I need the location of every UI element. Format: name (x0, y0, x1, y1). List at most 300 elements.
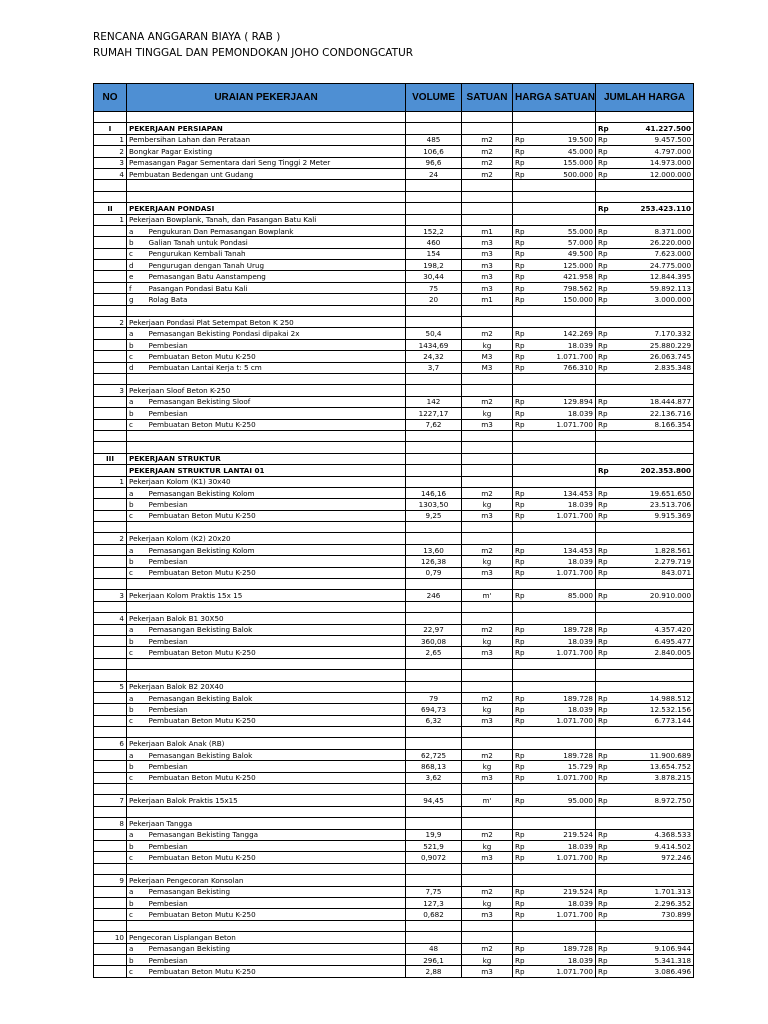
cell-no (94, 579, 127, 590)
cell-volume (406, 601, 462, 612)
cell-satuan (462, 442, 513, 453)
section-title: PEKERJAAN STRUKTUR LANTAI 01 (127, 465, 406, 476)
cell-rp (513, 613, 531, 624)
sub-item-letter: c (127, 567, 147, 578)
cell-jumlah-harga: 6.773.144 (614, 715, 694, 726)
cell-no (94, 909, 127, 920)
sub-item-description: Pembesian (147, 954, 406, 965)
item-number: 4 (94, 613, 127, 624)
item-description: Pemasangan Pagar Sementara dari Seng Tinggi 2 Meter (127, 157, 406, 168)
table-row (94, 168, 694, 179)
cell-uraian (127, 727, 406, 738)
cell-harga-satuan (531, 385, 596, 396)
jumlah-currency: Rp (596, 487, 614, 498)
sub-item-letter: b (127, 704, 147, 715)
cell-harga-satuan (531, 123, 596, 134)
cell-rp (513, 579, 531, 590)
cell-satuan: m3 (462, 852, 513, 863)
item-number: 3 (94, 385, 127, 396)
sub-item-description: Pembesian (147, 761, 406, 772)
table-row (94, 465, 694, 476)
table-row (94, 692, 694, 703)
cell-harga-satuan (531, 191, 596, 202)
cell-satuan (462, 373, 513, 384)
table-row (94, 214, 694, 225)
table-row (94, 761, 694, 772)
cell-no (94, 419, 127, 430)
cell-satuan (462, 875, 513, 886)
jumlah-currency: Rp (596, 966, 614, 977)
cell-jumlah-harga (614, 670, 694, 681)
cell-harga-satuan: 150.000 (531, 294, 596, 305)
sub-item-letter: b (127, 237, 147, 248)
cell-no (94, 408, 127, 419)
cell-volume: 360,08 (406, 635, 462, 646)
cell-rp (596, 920, 614, 931)
harga-currency: Rp (513, 590, 531, 601)
table-row (94, 294, 694, 305)
table-row (94, 134, 694, 145)
section-number: I (94, 123, 127, 134)
cell-rp (513, 932, 531, 943)
cell-satuan: m3 (462, 419, 513, 430)
cell-harga-satuan: 18.039 (531, 556, 596, 567)
jumlah-currency: Rp (596, 294, 614, 305)
cell-jumlah-harga (614, 442, 694, 453)
table-row (94, 248, 694, 259)
harga-currency: Rp (513, 544, 531, 555)
item-number: 5 (94, 681, 127, 692)
table-row (94, 533, 694, 544)
cell-rp (596, 180, 614, 191)
cell-no (94, 658, 127, 669)
cell-harga-satuan (531, 601, 596, 612)
harga-currency: Rp (513, 692, 531, 703)
table-row (94, 590, 694, 601)
sub-item-description: Pembesian (147, 408, 406, 419)
cell-volume: 106,6 (406, 146, 462, 157)
sub-item-letter: a (127, 624, 147, 635)
cell-jumlah-harga: 9.106.944 (614, 943, 694, 954)
cell-satuan: m3 (462, 567, 513, 578)
cell-satuan: kg (462, 408, 513, 419)
table-row (94, 146, 694, 157)
cell-jumlah-harga: 1.701.313 (614, 886, 694, 897)
cell-volume: 13,60 (406, 544, 462, 555)
table-row (94, 954, 694, 965)
cell-harga-satuan: 18.039 (531, 704, 596, 715)
item-title: Pekerjaan Bowplank, Tanah, dan Pasangan Batu Kali (127, 214, 406, 225)
cell-volume: 9,25 (406, 510, 462, 521)
item-title: Pekerjaan Tangga (127, 818, 406, 829)
cell-volume: 96,6 (406, 157, 462, 168)
cell-jumlah-harga: 8.371.000 (614, 225, 694, 236)
sub-item-description: Pengukuran Dan Pemasangan Bowplank (147, 225, 406, 236)
harga-currency: Rp (513, 704, 531, 715)
section-total: 41.227.500 (614, 123, 694, 134)
cell-no (94, 749, 127, 760)
cell-rp (513, 806, 531, 817)
jumlah-currency: Rp (596, 362, 614, 373)
cell-harga-satuan: 1.071.700 (531, 966, 596, 977)
cell-jumlah-harga: 972.246 (614, 852, 694, 863)
sub-item-description: Pembuatan Beton Mutu K-250 (147, 510, 406, 521)
harga-currency: Rp (513, 966, 531, 977)
cell-rp (513, 442, 531, 453)
sub-item-description: Pembesian (147, 556, 406, 567)
cell-no (94, 373, 127, 384)
sub-item-letter: c (127, 772, 147, 783)
jumlah-currency: Rp (596, 351, 614, 362)
item-number: 2 (94, 533, 127, 544)
cell-jumlah-harga: 20.910.000 (614, 590, 694, 601)
table-row (94, 818, 694, 829)
cell-jumlah-harga (614, 658, 694, 669)
cell-satuan (462, 476, 513, 487)
cell-satuan (462, 430, 513, 441)
cell-no (94, 635, 127, 646)
harga-currency: Rp (513, 556, 531, 567)
cell-volume: 1303,50 (406, 499, 462, 510)
sub-item-description: Pemasangan Bekisting (147, 886, 406, 897)
table-row (94, 704, 694, 715)
cell-rp (596, 670, 614, 681)
cell-volume: 20 (406, 294, 462, 305)
jumlah-currency: Rp (596, 772, 614, 783)
cell-volume: 198,2 (406, 260, 462, 271)
jumlah-currency: Rp (596, 715, 614, 726)
table-row (94, 373, 694, 384)
cell-satuan: m3 (462, 237, 513, 248)
table-row (94, 430, 694, 441)
harga-currency: Rp (513, 829, 531, 840)
cell-harga-satuan: 18.039 (531, 897, 596, 908)
cell-uraian (127, 373, 406, 384)
cell-rp (513, 317, 531, 328)
cell-jumlah-harga: 12.000.000 (614, 168, 694, 179)
cell-volume (406, 932, 462, 943)
cell-no (94, 522, 127, 533)
harga-currency: Rp (513, 715, 531, 726)
harga-currency: Rp (513, 954, 531, 965)
table-row (94, 727, 694, 738)
table-row (94, 806, 694, 817)
cell-jumlah-harga (614, 920, 694, 931)
cell-volume (406, 658, 462, 669)
cell-no (94, 487, 127, 498)
section-total (614, 453, 694, 464)
harga-currency: Rp (513, 396, 531, 407)
table-row (94, 601, 694, 612)
cell-satuan: m2 (462, 749, 513, 760)
table-row (94, 841, 694, 852)
cell-rp (596, 214, 614, 225)
cell-uraian (127, 579, 406, 590)
jumlah-currency: Rp (596, 499, 614, 510)
cell-volume: 154 (406, 248, 462, 259)
cell-satuan (462, 522, 513, 533)
cell-satuan (462, 818, 513, 829)
cell-no (94, 966, 127, 977)
table-row (94, 829, 694, 840)
cell-satuan (462, 579, 513, 590)
cell-jumlah-harga: 12.532.156 (614, 704, 694, 715)
cell-satuan: m1 (462, 294, 513, 305)
cell-satuan (462, 738, 513, 749)
cell-harga-satuan (531, 430, 596, 441)
cell-rp (513, 112, 531, 123)
harga-currency: Rp (513, 886, 531, 897)
cell-volume (406, 579, 462, 590)
sub-item-description: Pembuatan Beton Mutu K-250 (147, 852, 406, 863)
harga-currency: Rp (513, 909, 531, 920)
item-number: 2 (94, 317, 127, 328)
cell-no (94, 112, 127, 123)
cell-volume (406, 373, 462, 384)
cell-harga-satuan (531, 214, 596, 225)
table-row (94, 339, 694, 350)
cell-rp (513, 476, 531, 487)
cell-jumlah-harga (614, 476, 694, 487)
cell-jumlah-harga: 25.880.229 (614, 339, 694, 350)
cell-volume (406, 738, 462, 749)
cell-jumlah-harga: 14.973.000 (614, 157, 694, 168)
cell-rp (596, 613, 614, 624)
sub-item-description: Pembesian (147, 841, 406, 852)
table-row (94, 909, 694, 920)
cell-no (94, 704, 127, 715)
section-total-currency: Rp (596, 123, 614, 134)
cell-harga-satuan: 15.729 (531, 761, 596, 772)
cell-jumlah-harga: 7.170.332 (614, 328, 694, 339)
table-row (94, 932, 694, 943)
cell-uraian (127, 191, 406, 202)
cell-satuan: m3 (462, 260, 513, 271)
harga-currency: Rp (513, 419, 531, 430)
cell-satuan: m' (462, 590, 513, 601)
harga-currency: Rp (513, 943, 531, 954)
cell-no (94, 567, 127, 578)
cell-volume: 94,45 (406, 795, 462, 806)
cell-jumlah-harga: 5.341.318 (614, 954, 694, 965)
cell-no (94, 339, 127, 350)
table-row (94, 351, 694, 362)
cell-uraian (127, 670, 406, 681)
cell-no (94, 829, 127, 840)
cell-volume: 30,44 (406, 271, 462, 282)
cell-rp (596, 112, 614, 123)
cell-volume: 2,88 (406, 966, 462, 977)
table-row (94, 408, 694, 419)
cell-volume (406, 430, 462, 441)
cell-volume: 485 (406, 134, 462, 145)
jumlah-currency: Rp (596, 282, 614, 293)
cell-jumlah-harga (614, 533, 694, 544)
sub-item-letter: a (127, 544, 147, 555)
cell-rp (513, 203, 531, 214)
item-title: Pekerjaan Pondasi Plat Setempat Beton K 250 (127, 317, 406, 328)
cell-harga-satuan (531, 317, 596, 328)
cell-no (94, 271, 127, 282)
table-row (94, 556, 694, 567)
cell-satuan (462, 920, 513, 931)
sub-item-description: Pemasangan Bekisting Pondasi dipakai 2x (147, 328, 406, 339)
table-row (94, 237, 694, 248)
cell-harga-satuan (531, 112, 596, 123)
harga-currency: Rp (513, 237, 531, 248)
cell-satuan: m3 (462, 248, 513, 259)
section-number: III (94, 453, 127, 464)
harga-currency: Rp (513, 841, 531, 852)
cell-harga-satuan: 134.453 (531, 487, 596, 498)
cell-rp (596, 875, 614, 886)
cell-jumlah-harga: 3.878.215 (614, 772, 694, 783)
cell-harga-satuan (531, 681, 596, 692)
cell-no (94, 430, 127, 441)
item-number: 7 (94, 795, 127, 806)
harga-currency: Rp (513, 351, 531, 362)
harga-currency: Rp (513, 362, 531, 373)
sub-item-letter: a (127, 749, 147, 760)
sub-item-letter: b (127, 556, 147, 567)
cell-rp (513, 214, 531, 225)
cell-volume: 7,75 (406, 886, 462, 897)
cell-jumlah-harga: 26.063.745 (614, 351, 694, 362)
item-number: 3 (94, 157, 127, 168)
cell-harga-satuan (531, 806, 596, 817)
cell-volume (406, 670, 462, 681)
cell-jumlah-harga: 4.797.000 (614, 146, 694, 157)
cell-harga-satuan (531, 453, 596, 464)
sub-item-letter: a (127, 328, 147, 339)
sub-item-letter: c (127, 419, 147, 430)
cell-jumlah-harga: 3.000.000 (614, 294, 694, 305)
cell-jumlah-harga (614, 818, 694, 829)
table-row (94, 112, 694, 123)
cell-rp (513, 601, 531, 612)
cell-no (94, 954, 127, 965)
cell-jumlah-harga: 2.279.719 (614, 556, 694, 567)
jumlah-currency: Rp (596, 556, 614, 567)
jumlah-currency: Rp (596, 134, 614, 145)
harga-currency: Rp (513, 761, 531, 772)
cell-jumlah-harga: 13.654.752 (614, 761, 694, 772)
table-row (94, 271, 694, 282)
jumlah-currency: Rp (596, 146, 614, 157)
table-row (94, 852, 694, 863)
cell-volume: 24 (406, 168, 462, 179)
cell-satuan (462, 453, 513, 464)
cell-no (94, 362, 127, 373)
cell-jumlah-harga (614, 579, 694, 590)
cell-no (94, 260, 127, 271)
cell-harga-satuan: 85.000 (531, 590, 596, 601)
cell-satuan (462, 670, 513, 681)
sub-item-letter: f (127, 282, 147, 293)
cell-jumlah-harga (614, 875, 694, 886)
cell-harga-satuan (531, 875, 596, 886)
cell-rp (596, 681, 614, 692)
col-header-uraian: URAIAN PEKERJAAN (127, 84, 406, 112)
cell-jumlah-harga (614, 738, 694, 749)
cell-satuan (462, 203, 513, 214)
cell-satuan: m3 (462, 510, 513, 521)
table-row (94, 863, 694, 874)
cell-no (94, 647, 127, 658)
cell-volume: 3,62 (406, 772, 462, 783)
sub-item-letter: b (127, 897, 147, 908)
harga-currency: Rp (513, 635, 531, 646)
cell-satuan: m2 (462, 544, 513, 555)
item-title: Pekerjaan Kolom (K2) 20x20 (127, 533, 406, 544)
sub-item-letter: c (127, 248, 147, 259)
cell-no (94, 191, 127, 202)
col-header-harga-satuan: HARGA SATUAN (513, 84, 596, 112)
cell-rp (513, 465, 531, 476)
cell-satuan (462, 681, 513, 692)
section-title: PEKERJAAN PONDASI (127, 203, 406, 214)
harga-currency: Rp (513, 339, 531, 350)
harga-currency: Rp (513, 225, 531, 236)
table-row (94, 897, 694, 908)
cell-harga-satuan (531, 579, 596, 590)
table-row (94, 282, 694, 293)
sub-item-letter: c (127, 852, 147, 863)
table-row (94, 123, 694, 134)
jumlah-currency: Rp (596, 567, 614, 578)
cell-rp (596, 579, 614, 590)
cell-satuan: m3 (462, 966, 513, 977)
harga-currency: Rp (513, 487, 531, 498)
section-number (94, 465, 127, 476)
cell-volume: 3,7 (406, 362, 462, 373)
table-row (94, 317, 694, 328)
cell-satuan: m2 (462, 624, 513, 635)
cell-rp (596, 385, 614, 396)
jumlah-currency: Rp (596, 704, 614, 715)
sub-item-description: Rolag Bata (147, 294, 406, 305)
sub-item-description: Pemasangan Bekisting Kolom (147, 487, 406, 498)
sub-item-description: Pembuatan Beton Mutu K-250 (147, 351, 406, 362)
item-number: 2 (94, 146, 127, 157)
item-title: Pekerjaan Pengecoran Konsolan (127, 875, 406, 886)
cell-volume (406, 784, 462, 795)
cell-volume: 75 (406, 282, 462, 293)
cell-satuan (462, 613, 513, 624)
cell-volume: 19,9 (406, 829, 462, 840)
cell-satuan: m2 (462, 943, 513, 954)
table-row (94, 795, 694, 806)
table-row (94, 328, 694, 339)
table-row (94, 635, 694, 646)
cell-jumlah-harga: 19.651.650 (614, 487, 694, 498)
sub-item-letter: b (127, 841, 147, 852)
harga-currency: Rp (513, 624, 531, 635)
cell-rp (513, 875, 531, 886)
cell-volume: 24,32 (406, 351, 462, 362)
cell-jumlah-harga: 1.828.561 (614, 544, 694, 555)
table-row (94, 305, 694, 316)
cell-jumlah-harga: 59.892.113 (614, 282, 694, 293)
section-total-currency: Rp (596, 465, 614, 476)
cell-jumlah-harga: 3.086.496 (614, 966, 694, 977)
cell-satuan: m3 (462, 909, 513, 920)
cell-jumlah-harga: 843.071 (614, 567, 694, 578)
cell-volume: 6,32 (406, 715, 462, 726)
cell-harga-satuan: 45.000 (531, 146, 596, 157)
harga-currency: Rp (513, 134, 531, 145)
cell-satuan: m2 (462, 168, 513, 179)
